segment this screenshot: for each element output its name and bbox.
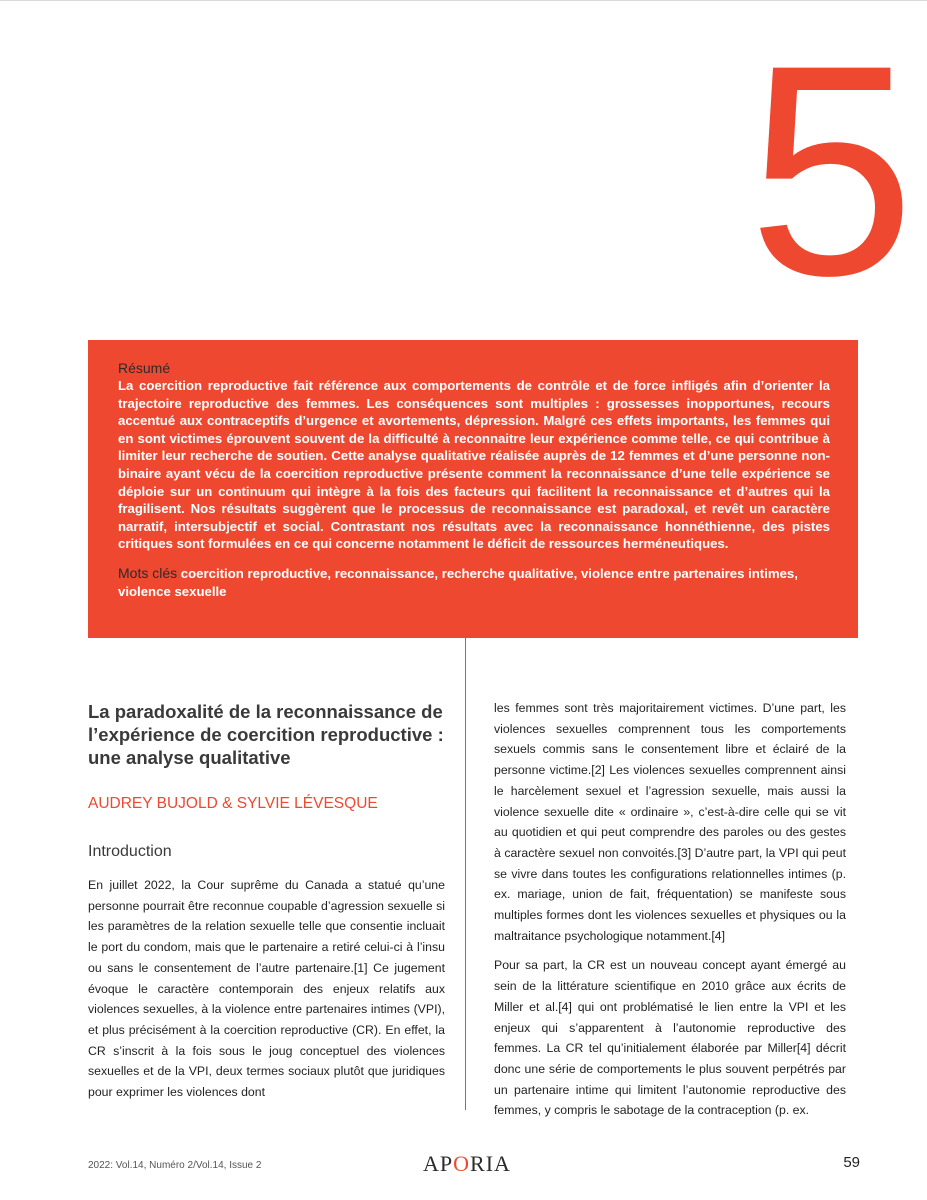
keywords (118, 565, 830, 600)
article-title: La paradoxalité de la reconnaissance de l’expérience de coercition reproductive : une analyse qualitative (88, 701, 444, 768)
abstract-heading: Résumé (118, 360, 171, 376)
abstract-text: La coercition reproductive fait référence aux comportements de contrôle et de force infligés afin d’orienter la trajectoire reproductive des femmes. Les conséquences sont multiples : grossesses inopportunes, recours accentué aux contraceptifs d’urgence et avortements, dépression. Malgré ces effets importants, les femmes qui en sont victimes éprouvent souvent de la difficulté à reconnaitre leur expérience comme telle, ce qui contribue à limiter leur recherche de soutien. Cette analyse qualitative réalisée auprès de 12 femmes et d’une personne non-binaire ayant vécu de la coercition reproductive présente comment la reconnaissance d’une telle expérience se déploie sur un continuum qui intègre à la fois des facteurs qui facilitent la reconnaissance et d’autres qui la fragilisent. Nos résultats suggèrent que le processus de reconnaissance est paradoxal, et revêt un caractère narratif, intersubjectif et social. Contrastant nos résultats avec la reconnaissance honnéthienne, des pistes critiques sont formulées en ce qui concerne notamment le déficit de ressources herméneutiques. (118, 378, 830, 552)
abstract-box (88, 340, 858, 638)
authors: AUDREY BUJOLD & SYLVIE LÉVESQUE (88, 795, 378, 812)
left-column (88, 700, 445, 1103)
footer-issue: 2022: Vol.14, Numéro 2/Vol.14, Issue 2 (88, 1160, 262, 1171)
keywords-list: coercition reproductive, reconnaissance, recherche qualitative, violence entre partenaires intimes, violence sexuelle (118, 565, 798, 599)
column-divider (465, 638, 466, 1110)
page-number: 59 (843, 1154, 860, 1171)
chapter-number: 5 (748, 2, 915, 338)
body-paragraph-1: les femmes sont très majoritairement victimes. D’une part, les violences sexuelles comprennent tous les comportements sexuels commis sans le consentement libre et éclairé de la personne victime.[2] Les violences sexuelles comprennent ainsi le harcèlement sexuel et l’agression sexuelle, mais aussi la violence sexuelle dite « ordinaire », c’est-à-dire celle qui se vit au quotidien et qui peut comprendre des paroles ou des gestes à caractère sexuel non convoités.[3] D’autre part, la VPI qui peut se vivre dans toutes les configurations relationnelles intimes (p. ex. mariage, union de fait, fréquentation) se manifeste sous multiples formes dont les violences sexuelles et physiques ou la maltraitance psychologique notamment.[4] (494, 701, 846, 943)
logo-text-end: RIA (470, 1151, 511, 1176)
body-paragraph-2: Pour sa part, la CR est un nouveau concept ayant émergé au sein de la littérature scientifique en 2010 grâce aux écrits de Miller et al.[4] qui ont problématisé le lien entre la VPI et les enjeux qui s’apparentent à l’autonomie reproductive des femmes. La CR tel qu’initialement élaborée par Miller[4] décrit donc une série de comportements le plus souvent perpétrés par un partenaire intime qui limitent l’autonomie reproductive des femmes, y compris le sabotage de la contraception (p. ex. (494, 958, 846, 1118)
aporia-logo (423, 1150, 511, 1178)
right-column (494, 698, 846, 1121)
logo-o-mark: O (453, 1151, 471, 1176)
logo-text-start: AP (423, 1151, 454, 1176)
section-heading-introduction: Introduction (88, 843, 172, 860)
intro-paragraph: En juillet 2022, la Cour suprême du Canada a statué qu’une personne pourrait être reconnue coupable d’agression sexuelle si les paramètres de la relation sexuelle telle que consentie incluait le port du condom, mais que le partenaire a retiré celui-ci à l’insu ou sans le consentement de l’autre partenaire.[1] Ce jugement évoque le caractère contemporain des enjeux relatifs aux violences sexuelles, à la violence entre partenaires intimes (VPI), et plus précisément à la coercition reproductive (CR). En effet, la CR s’inscrit à la fois sous le joug conceptuel des violences sexuelles et de la VPI, deux termes sociaux plutôt que juridiques pour exprimer les violences dont (88, 878, 445, 1100)
keywords-label: Mots clés (118, 564, 178, 581)
